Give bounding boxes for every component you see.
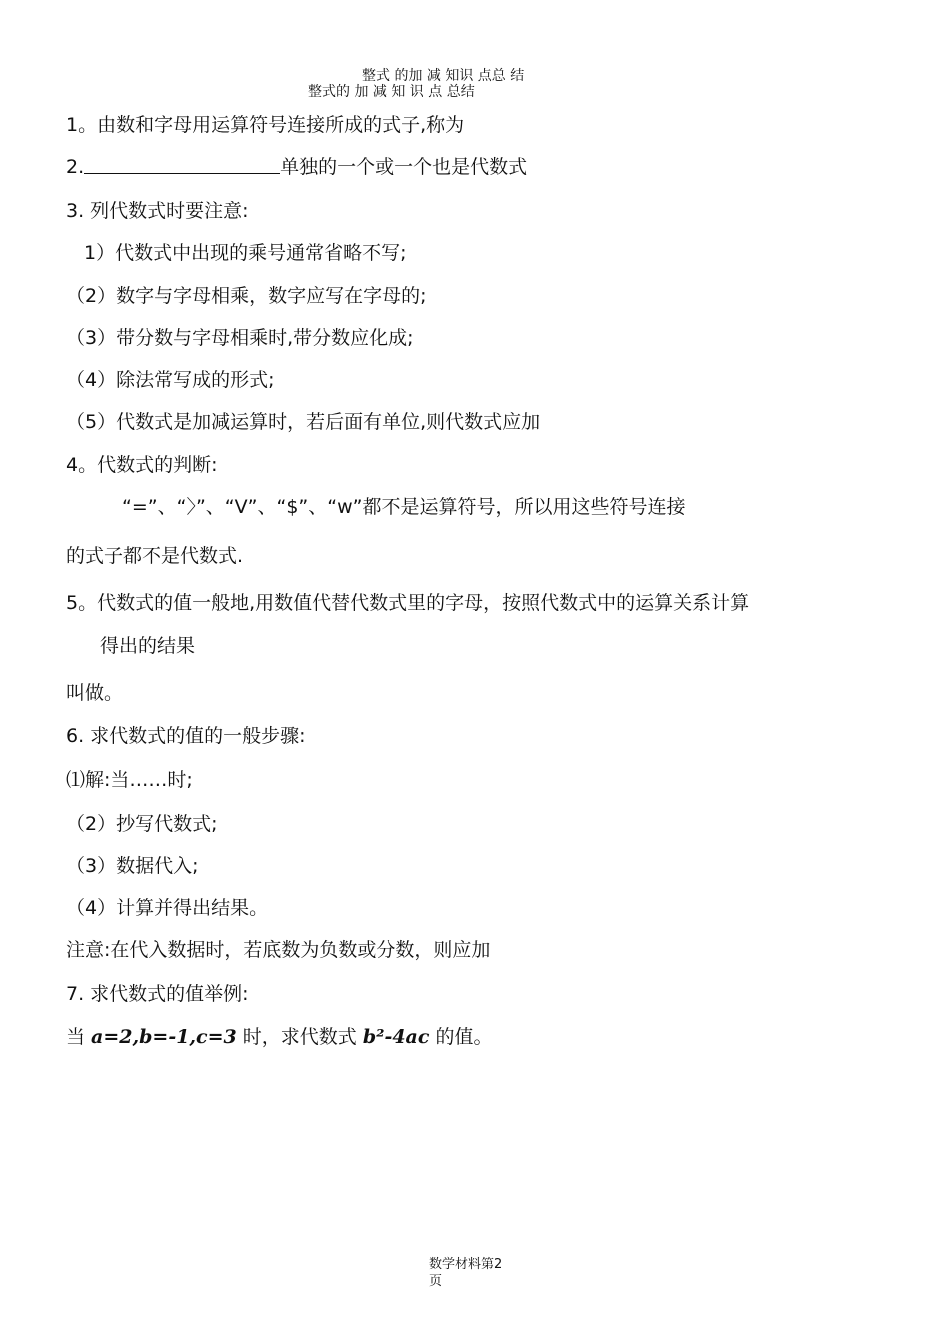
example-values: a=2,b=-1,c=3 [91, 1026, 237, 1048]
item-6-step-2: （2）抄写代数式; [66, 813, 218, 835]
item-2-text: 单独的一个或一个也是代数式 [280, 156, 528, 178]
item-5-cont-2: 叫做。 [66, 682, 124, 704]
item-3-sub-5: （5）代数式是加减运算时，若后面有单位,则代数式应加 [66, 411, 541, 433]
page-title-bottom: 整式的 加 减 知 识 点 总结 [308, 84, 475, 100]
page-title-top: 整式 的加 减 知识 点总 结 [362, 68, 525, 84]
item-3-sub-4: （4）除法常写成的形式; [66, 369, 275, 391]
item-7: 7. 求代数式的值举例: [66, 983, 249, 1005]
item-3-sub-3: （3）带分数与字母相乘时,带分数应化成; [66, 327, 414, 349]
item-5: 5。代数式的值一般地,用数值代替代数式里的字母，按照代数式中的运算关系计算 [66, 592, 750, 614]
example-suffix: 的值。 [429, 1026, 493, 1048]
item-1: 1。由数和字母用运算符号连接所成的式子,称为 [66, 114, 465, 136]
item-2 [66, 155, 527, 179]
footer-page-suffix: 页 [429, 1274, 443, 1289]
item-6-step-3: （3）数据代入; [66, 855, 199, 877]
item-4-text: “=”、“〉”、“V”、“$”、“w”都不是运算符号，所以用这些符号连接 [122, 496, 686, 518]
example [66, 1025, 492, 1049]
item-4: 4。代数式的判断: [66, 454, 218, 476]
item-4-text-cont: 的式子都不是代数式. [66, 545, 244, 567]
example-expression: b²-4ac [362, 1026, 430, 1048]
item-5-cont: 得出的结果 [100, 635, 196, 657]
fill-blank [84, 156, 280, 174]
note: 注意:在代入数据时，若底数为负数或分数，则应加 [66, 939, 491, 961]
item-6: 6. 求代数式的值的一般步骤: [66, 725, 306, 747]
example-prefix: 当 [66, 1026, 92, 1048]
item-3: 3. 列代数式时要注意: [66, 200, 249, 222]
item-6-step-4: （4）计算并得出结果。 [66, 897, 269, 919]
item-2-number: 2. [66, 156, 85, 178]
footer-page-label: 数学材料第2 [429, 1257, 503, 1272]
item-6-step-1: ⑴解:当……时; [66, 769, 193, 791]
item-3-sub-2: （2）数字与字母相乘，数字应写在字母的; [66, 285, 427, 307]
item-3-sub-1: 1）代数式中出现的乘号通常省略不写; [84, 242, 407, 264]
example-middle: 时，求代数式 [236, 1026, 363, 1048]
